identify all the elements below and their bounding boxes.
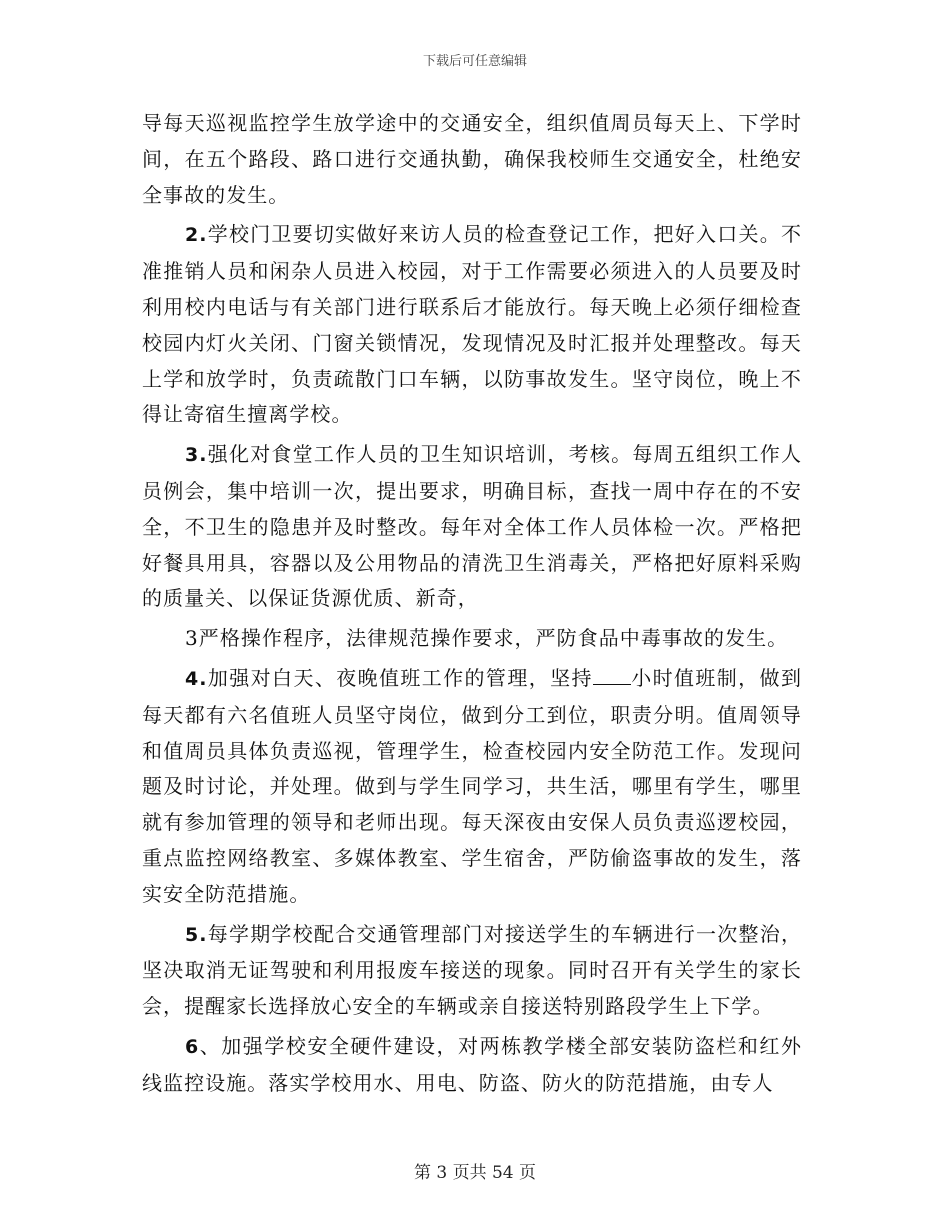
item-number: 6 (185, 1035, 200, 1058)
document-body (142, 106, 802, 1102)
paragraph-1-continued: 导每天巡视监控学生放学途中的交通安全，组织值周员每天上、下学时间，在五个路段、路口进行交通执勤，确保我校师生交通安全，杜绝安全事故的发生。 (142, 111, 802, 207)
item-number: 3. (185, 444, 208, 467)
paragraph-item-6 (142, 1029, 802, 1102)
paragraph-text: 学校门卫要切实做好来访人员的检查登记工作，把好入口关。不准推销人员和闲杂人员进入校园，对于工作需要必须进入的人员要及时利用校内电话与有关部门进行联系后才能放行。每天晚上必须仔细检查校园内灯火关闭、门窗关锁情况，发现情况及时汇报并处理整改。每天上学和放学时，负责疏散门口车辆，以防事故发生。坚守岗位，晚上不得让寄宿生擅离学校。 (142, 222, 802, 427)
fill-in-blank (593, 666, 631, 685)
item-number: 4. (185, 667, 208, 690)
paragraph-item-4 (142, 661, 802, 913)
paragraph-text: 强化对食堂工作人员的卫生知识培训，考核。每周五组织工作人员例会，集中培训一次，提出要求，明确目标，查找一周中存在的不安全，不卫生的隐患并及时整改。每年对全体工作人员体检一次。严格把好餐具用具，容器以及公用物品的清洗卫生消毒关，严格把好原料采购的质量关、以保证货源优质、新奇， (142, 442, 802, 611)
paragraph-text: 每学期学校配合交通管理部门对接送学生的车辆进行一次整治，坚决取消无证驾驶和利用报废车接送的现象。同时召开有关学生的家长会，提醒家长选择放心安全的车辆或亲自接送特别路段学生上下学。 (142, 921, 802, 1019)
paragraph-text-after-blank: 小时值班制，做到每天都有六名值班人员坚守岗位，做到分工到位，职责分明。值周领导和值周员具体负责巡视，管理学生，检查校园内安全防范工作。发现问题及时讨论，并处理。做到与学生同学习，共生活，哪里有学生，哪里就有参加管理的领导和老师出现。每天深夜由安保人员负责巡逻校园，重点监控网络教室、多媒体教室、学生宿舍，严防偷盗事故的发生，落实安全防范措施。 (142, 665, 802, 906)
page-footer: 第 3 页共 54 页 (413, 1163, 537, 1183)
paragraph-item-5 (142, 917, 802, 1025)
paragraph-item-3 (142, 437, 802, 617)
paragraph-text-before-blank: 加强对白天、夜晚值班工作的管理，坚持 (207, 665, 593, 690)
item-number: 5. (185, 923, 208, 946)
paragraph-item-3-sub: 3严格操作程序，法律规范操作要求，严防食品中毒事故的发生。 (185, 626, 789, 651)
paragraph-item-2 (142, 217, 802, 433)
page-header: 下载后可任意编辑 (422, 54, 527, 69)
paragraph-text: 、加强学校安全硬件建设，对两栋教学楼全部安装防盗栏和红外线监控设施。落实学校用水、用电、防盗、防火的防范措施，由专人 (142, 1033, 802, 1095)
item-number: 2. (185, 224, 208, 247)
